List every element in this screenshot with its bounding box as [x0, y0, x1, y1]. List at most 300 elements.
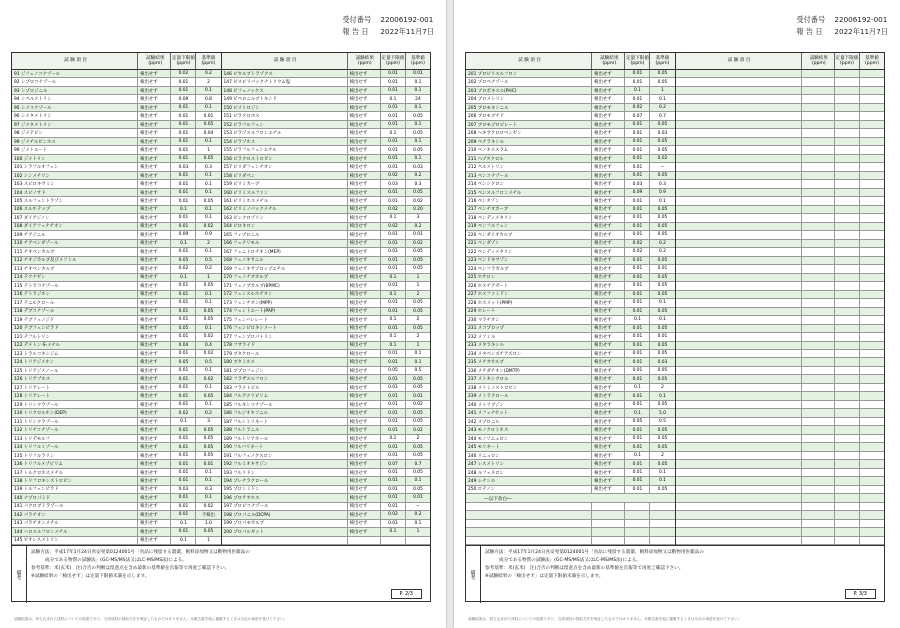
empty-cell	[801, 291, 834, 298]
table-row	[222, 486, 431, 494]
result-cell: 検出せず	[347, 520, 380, 527]
table-row	[676, 367, 885, 375]
table-block	[466, 53, 675, 545]
empty-cell	[801, 78, 834, 85]
table-row	[12, 138, 221, 146]
item-name: 148 ビフェノックス	[223, 88, 264, 94]
empty-cell	[676, 121, 801, 128]
table-row	[676, 435, 885, 443]
table-row	[12, 494, 221, 502]
standard-cell: 0.02	[195, 223, 220, 230]
result-cell: 検出せず	[591, 452, 624, 459]
item-name: 112 チオジカルブ及びメソミル	[14, 258, 77, 264]
result-cell: 検出せず	[591, 206, 624, 213]
result-cell: 検出せず	[591, 401, 624, 408]
item-name: 119 テブフェノジド	[14, 317, 55, 323]
standard-cell: 0.3	[405, 180, 430, 187]
empty-cell	[834, 87, 859, 94]
empty-cell	[834, 358, 859, 365]
limit-cell: 0.01	[380, 443, 405, 450]
item-name: 104 スピノサド	[14, 190, 46, 196]
table-block	[221, 53, 431, 545]
standard-cell: 0.05	[405, 308, 430, 315]
empty-cell	[676, 350, 801, 357]
limit-cell: 0.1	[170, 418, 195, 425]
result-cell: 検出せず	[137, 282, 170, 289]
empty-cell	[676, 291, 801, 298]
empty-cell	[222, 537, 347, 544]
table-row	[466, 316, 675, 324]
limit-cell: 0.01	[380, 197, 405, 204]
limit-cell: 0.1	[380, 342, 405, 349]
result-cell: 検出せず	[137, 503, 170, 510]
result-cell: 検出せず	[137, 189, 170, 196]
empty-cell	[624, 511, 649, 518]
result-cell: 検出せず	[591, 257, 624, 264]
limit-cell: 0.05	[624, 418, 649, 425]
table-row	[466, 189, 675, 197]
limit-cell: 0.01	[380, 104, 405, 111]
result-cell: 検出せず	[137, 299, 170, 306]
table-row	[676, 375, 885, 383]
limit-cell: 0.01	[380, 469, 405, 476]
item-name: 162 ピリミノバックメチル	[223, 207, 277, 213]
empty-cell	[676, 248, 801, 255]
empty-cell	[676, 223, 801, 230]
item-name: 106 スルホテップ	[14, 207, 51, 213]
result-cell: 検出せず	[591, 426, 624, 433]
table-row	[466, 248, 675, 256]
limit-cell: 0.1	[624, 409, 649, 416]
results-table	[466, 53, 884, 545]
limit-cell: 0.01	[170, 452, 195, 459]
item-name: 184 フルアクリピリム	[223, 394, 269, 400]
table-row	[676, 172, 885, 180]
standard-cell: 0.1	[195, 138, 220, 145]
empty-cell	[859, 486, 884, 493]
item-name: 199 プロパモカルブ	[223, 521, 265, 527]
result-cell: 検出せず	[347, 358, 380, 365]
result-cell: 検出せず	[137, 367, 170, 374]
empty-cell	[801, 469, 834, 476]
item-name: 163 ビンクロゾリン	[223, 215, 264, 221]
standard-cell: 0.05	[649, 223, 674, 230]
limit-cell: 0.01	[380, 503, 405, 510]
result-cell: 検出せず	[347, 257, 380, 264]
result-cell: 検出せず	[347, 325, 380, 332]
end-marker: ―以下余白―	[484, 496, 512, 502]
result-cell: 検出せず	[137, 155, 170, 162]
result-cell: 検出せず	[591, 375, 624, 382]
item-name: 211 ヘプタクロル	[468, 156, 504, 162]
item-name: 192 フルミオキサジン	[223, 462, 269, 468]
limit-cell: 0.01	[624, 375, 649, 382]
result-cell: 検出せず	[137, 70, 170, 77]
limit-cell: 0.09	[624, 189, 649, 196]
limit-cell: 0.1	[170, 537, 195, 544]
item-name: 133 トリデモルフ	[14, 436, 51, 442]
item-name: 221 ベンダゾン	[468, 241, 500, 247]
table-row	[222, 172, 431, 180]
empty-cell	[466, 537, 591, 544]
standard-cell: 1.0	[195, 520, 220, 527]
result-cell: 検出せず	[137, 121, 170, 128]
table-row	[12, 231, 221, 239]
table-row	[466, 426, 675, 434]
result-cell: 検出せず	[347, 469, 380, 476]
limit-cell: 0.01	[624, 274, 649, 281]
result-cell: 検出せず	[137, 392, 170, 399]
item-name: 110 チアベンダゾール	[14, 241, 59, 247]
header-standard: 基準値 (ppm)	[859, 53, 884, 69]
empty-cell	[676, 265, 801, 272]
empty-cell	[859, 401, 884, 408]
limit-cell: 0.01	[624, 367, 649, 374]
table-row	[676, 112, 885, 120]
standard-cell: 0.05	[195, 435, 220, 442]
empty-cell	[834, 70, 859, 77]
result-cell: 検出せず	[137, 172, 170, 179]
table-row	[12, 299, 221, 307]
item-name: 212 ペルメトリン	[468, 165, 504, 171]
standard-cell: 0.5	[649, 418, 674, 425]
item-name: 225 ホサロン	[468, 275, 496, 281]
table-row	[222, 138, 431, 146]
item-name: 124 トリアジメホン	[14, 360, 55, 366]
results-frame	[11, 52, 431, 602]
empty-cell	[801, 265, 834, 272]
standard-cell: 0.05	[195, 316, 220, 323]
item-name: 134 トリフルミゾール	[14, 445, 59, 451]
limit-cell: 0.01	[170, 291, 195, 298]
empty-cell	[834, 214, 859, 221]
table-row	[12, 452, 221, 460]
standard-cell: 0.01	[649, 265, 674, 272]
table-row	[222, 350, 431, 358]
item-name: 228 ホスメット(PMP)	[468, 300, 513, 306]
table-row	[676, 189, 885, 197]
standard-cell: 0.05	[649, 367, 674, 374]
standard-cell: 0.03	[649, 129, 674, 136]
empty-cell	[649, 503, 674, 510]
standard-cell: 0.2	[649, 240, 674, 247]
table-row	[676, 486, 885, 494]
empty-cell	[676, 274, 801, 281]
empty-cell	[676, 231, 801, 238]
table-row	[222, 70, 431, 78]
limit-cell: 0.01	[170, 121, 195, 128]
result-cell: 検出せず	[137, 409, 170, 416]
item-name: 242 メプロニル	[468, 419, 500, 425]
limit-cell: 0.09	[170, 95, 195, 102]
result-cell: 検出せず	[347, 214, 380, 221]
result-cell: 検出せず	[137, 214, 170, 221]
item-name: 157 ピリダフェンチオン	[223, 165, 273, 171]
empty-cell	[405, 537, 430, 544]
limit-cell: 0.02	[624, 104, 649, 111]
header-limit: 定量下限値 (ppm)	[170, 53, 195, 69]
empty-cell	[834, 350, 859, 357]
standard-cell: 0.1	[195, 248, 220, 255]
header-result: 試験結果 (ppm)	[137, 53, 170, 69]
limit-cell: 0.01	[380, 375, 405, 382]
standard-cell: −	[649, 163, 674, 170]
standard-cell: 0.05	[195, 452, 220, 459]
standard-cell: 0.05	[649, 486, 674, 493]
table-row	[222, 299, 431, 307]
item-name: 236 メチダチオン(DMTP)	[468, 368, 520, 374]
table-row	[676, 240, 885, 248]
empty-cell	[834, 265, 859, 272]
table-row	[676, 155, 885, 163]
standard-cell: 0.8	[195, 95, 220, 102]
empty-cell	[801, 511, 834, 518]
item-name: 138 トリフロキシストロビン	[14, 478, 72, 484]
limit-cell: 0.01	[624, 401, 649, 408]
empty-cell	[801, 401, 834, 408]
item-name: 122 デメトン-S-メチル	[14, 343, 61, 349]
limit-cell: 0.02	[170, 265, 195, 272]
standard-cell: 0.01	[405, 70, 430, 77]
item-name: 239 メトラクロール	[468, 394, 509, 400]
item-name: 116 テトラジホン	[14, 292, 51, 298]
table-row	[12, 316, 221, 324]
empty-cell	[676, 358, 801, 365]
empty-cell	[801, 308, 834, 315]
limit-cell: 0.01	[380, 146, 405, 153]
result-cell: 検出せず	[591, 384, 624, 391]
table-row	[676, 282, 885, 290]
empty-cell	[801, 189, 834, 196]
limit-cell: 0.01	[170, 299, 195, 306]
table-row	[466, 180, 675, 188]
empty-cell	[859, 537, 884, 544]
disclaimer-footer: 試験結果は、持ち込まれた試料についての結果であり、当該試料の採取方法を保証したものではありません。本報告書を他に掲載するときは当社の承認を受けて下さい。	[14, 617, 288, 621]
empty-cell	[466, 503, 591, 510]
empty-cell	[834, 223, 859, 230]
limit-cell: 0.01	[380, 240, 405, 247]
table-row	[676, 231, 885, 239]
item-name: 207 ブロモプロピレート	[468, 122, 518, 128]
result-cell: 検出せず	[347, 240, 380, 247]
limit-cell: 0.1	[380, 274, 405, 281]
table-row	[12, 95, 221, 103]
empty-cell	[859, 333, 884, 340]
standard-cell: 0.1	[405, 104, 430, 111]
empty-cell	[859, 426, 884, 433]
empty-cell	[834, 240, 859, 247]
table-row	[466, 375, 675, 383]
limit-cell: 0.01	[380, 265, 405, 272]
standard-cell: 0.7	[405, 460, 430, 467]
result-cell: 検出せず	[137, 197, 170, 204]
result-cell: 検出せず	[347, 189, 380, 196]
table-row	[12, 409, 221, 417]
table-row	[12, 520, 221, 528]
limit-cell: 0.1	[170, 206, 195, 213]
limit-cell: 0.01	[170, 333, 195, 340]
empty-cell	[834, 146, 859, 153]
result-cell: 検出せず	[137, 469, 170, 476]
empty-cell	[834, 197, 859, 204]
result-cell: 検出せず	[347, 477, 380, 484]
item-name: 99 ジメチルビンホス	[14, 139, 56, 145]
limit-cell: 0.01	[380, 87, 405, 94]
limit-cell: 0.01	[380, 248, 405, 255]
item-name: 198 プロパニル(DCPA)	[223, 512, 271, 518]
result-cell: 検出せず	[347, 138, 380, 145]
limit-cell: 0.01	[380, 452, 405, 459]
limit-cell: 0.01	[380, 163, 405, 170]
item-name: 195 プロシミドン	[223, 487, 260, 493]
standard-cell: 0.05	[649, 443, 674, 450]
result-cell: 検出せず	[591, 163, 624, 170]
empty-cell	[801, 342, 834, 349]
header-result: 試験結果 (ppm)	[347, 53, 380, 69]
empty-cell	[834, 443, 859, 450]
item-name: 170 フェノチオカルブ	[223, 275, 269, 281]
limit-cell: 0.01	[624, 78, 649, 85]
standard-cell: 0.05	[649, 282, 674, 289]
empty-cell	[676, 435, 801, 442]
table-row	[676, 460, 885, 468]
table-row	[676, 401, 885, 409]
empty-cell	[676, 240, 801, 247]
table-row	[222, 460, 431, 468]
empty-cell	[801, 180, 834, 187]
item-name: 151 ピラクロホス	[223, 114, 260, 120]
table-row	[12, 257, 221, 265]
limit-cell: 0.01	[170, 248, 195, 255]
empty-cell	[859, 87, 884, 94]
result-cell: 検出せず	[591, 367, 624, 374]
result-cell: 検出せず	[137, 180, 170, 187]
empty-cell	[649, 528, 674, 535]
table-row	[466, 367, 675, 375]
table-row	[676, 520, 885, 528]
table-row	[222, 291, 431, 299]
result-cell: 検出せず	[591, 70, 624, 77]
table-row	[466, 418, 675, 426]
empty-cell	[859, 231, 884, 238]
standard-cell: 1	[405, 342, 430, 349]
empty-cell	[466, 528, 591, 535]
item-name: 191 フルフェノクスロン	[223, 453, 273, 459]
table-row	[466, 163, 675, 171]
table-row	[12, 104, 221, 112]
standard-cell: 0.05	[649, 308, 674, 315]
limit-cell: 0.01	[380, 358, 405, 365]
item-name: 177 フェンプロパトリン	[223, 334, 273, 340]
limit-cell: 0.01	[624, 121, 649, 128]
item-name: 216 ペンタゾン	[468, 199, 500, 204]
header-item: 試 験 項 目	[273, 58, 297, 64]
empty-cell	[801, 95, 834, 102]
empty-cell	[859, 189, 884, 196]
empty-cell	[834, 418, 859, 425]
limit-cell: 0.01	[170, 375, 195, 382]
table-row	[466, 95, 675, 103]
table-row	[466, 138, 675, 146]
empty-cell	[676, 537, 801, 544]
standard-cell: 0.05	[405, 452, 430, 459]
item-name: 169 フェノキサプロップエチル	[223, 266, 286, 272]
empty-cell	[676, 520, 801, 527]
standard-cell: 0.1	[405, 121, 430, 128]
limit-cell: 0.1	[624, 316, 649, 323]
standard-cell: 0.1	[649, 316, 674, 323]
limit-cell: 0.01	[624, 443, 649, 450]
item-name: 129 トリシクラゾール	[14, 402, 59, 408]
limit-cell: 0.01	[170, 316, 195, 323]
empty-cell	[380, 537, 405, 544]
standard-cell: 0.9	[195, 231, 220, 238]
empty-cell	[676, 460, 801, 467]
limit-cell: 0.1	[380, 129, 405, 136]
item-name: 123 トラルコキシジム	[14, 351, 59, 357]
standard-cell: 0.05	[649, 291, 674, 298]
result-cell: 検出せず	[137, 528, 170, 535]
item-name: 168 フェノキサニル	[223, 258, 264, 264]
result-cell: 検出せず	[347, 486, 380, 493]
limit-cell: 0.01	[624, 214, 649, 221]
standard-cell: 0.5	[195, 257, 220, 264]
empty-cell	[859, 138, 884, 145]
limit-cell: 0.01	[624, 231, 649, 238]
limit-cell: 0.1	[380, 333, 405, 340]
item-name: 158 ピリダベン	[223, 173, 256, 179]
limit-cell: 0.01	[170, 112, 195, 119]
result-cell: 検出せず	[591, 189, 624, 196]
table-row	[676, 443, 885, 451]
empty-cell	[801, 537, 834, 544]
table-row	[12, 189, 221, 197]
standard-cell: 0.2	[405, 172, 430, 179]
result-cell: 検出せず	[347, 265, 380, 272]
item-name: 172 フェンスルホチオン	[223, 292, 273, 298]
item-name: 93 シプロジニル	[14, 88, 48, 94]
table-row	[222, 223, 431, 231]
limit-cell: 0.01	[170, 223, 195, 230]
empty-cell	[859, 418, 884, 425]
item-name: 234 メタベンズチアズロン	[468, 351, 522, 357]
empty-cell	[649, 511, 674, 518]
item-name: 161 ピリミホスメチル	[223, 199, 269, 204]
limit-cell: 0.03	[380, 180, 405, 187]
item-name: 243 モノクロトホス	[468, 428, 509, 434]
standard-cell: 0.9	[649, 189, 674, 196]
table-row	[222, 520, 431, 528]
table-row	[12, 528, 221, 536]
standard-cell: 0.1	[649, 477, 674, 484]
table-row	[222, 206, 431, 214]
empty-cell	[859, 460, 884, 467]
limit-cell: 0.1	[380, 528, 405, 535]
standard-cell: 2	[405, 316, 430, 323]
limit-cell: 0.01	[380, 155, 405, 162]
standard-cell: 0.3	[195, 486, 220, 493]
standard-cell: 0.05	[195, 308, 220, 315]
result-cell: 検出せず	[347, 163, 380, 170]
table-row	[466, 299, 675, 307]
result-cell: 検出せず	[591, 460, 624, 467]
limit-cell: 0.01	[170, 282, 195, 289]
result-cell: 検出せず	[137, 460, 170, 467]
standard-cell: 0.03	[649, 358, 674, 365]
empty-cell	[859, 146, 884, 153]
limit-cell: 0.01	[380, 350, 405, 357]
item-name: 103 スピロキサミン	[14, 182, 55, 188]
